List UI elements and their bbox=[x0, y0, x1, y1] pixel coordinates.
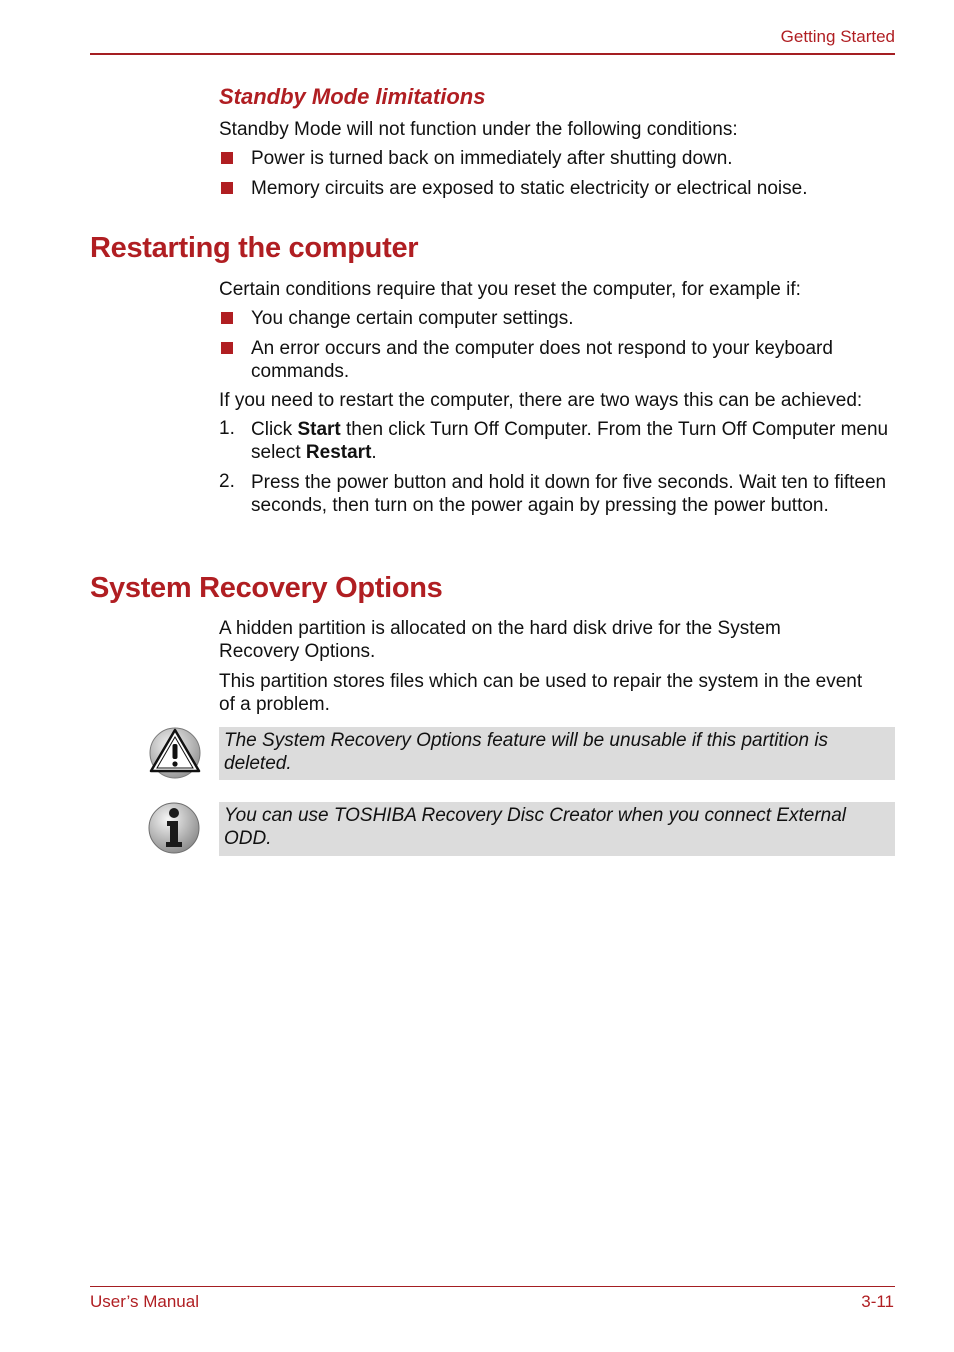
running-header: Getting Started bbox=[780, 27, 895, 46]
restart-step-1: Click Start then click Turn Off Computer. From the Turn Off Computer menu select Restart. bbox=[251, 419, 889, 463]
bullet-marker bbox=[221, 342, 233, 354]
footer-rule bbox=[90, 1286, 895, 1287]
bullet-marker bbox=[221, 152, 233, 164]
recovery-heading: System Recovery Options bbox=[90, 572, 443, 604]
recovery-para-2: This partition stores files which can be used to repair the system in the event of a problem. bbox=[219, 671, 863, 715]
standby-bullet-2: Memory circuits are exposed to static electricity or electrical noise. bbox=[251, 178, 808, 199]
info-icon bbox=[147, 801, 201, 855]
footer-manual: User’s Manual bbox=[90, 1292, 199, 1311]
restart-intro: Certain conditions require that you reset the computer, for example if: bbox=[219, 279, 801, 300]
restart-bullet-2: An error occurs and the computer does not respond to your keyboard commands. bbox=[251, 338, 833, 382]
bullet-marker bbox=[221, 312, 233, 324]
info-note bbox=[219, 802, 895, 856]
restart-heading: Restarting the computer bbox=[90, 232, 419, 264]
restart-ways-intro: If you need to restart the computer, there are two ways this can be achieved: bbox=[219, 390, 863, 411]
standby-heading: Standby Mode limitations bbox=[219, 84, 486, 109]
page-number: 3-11 bbox=[861, 1292, 894, 1311]
step-number: 1. bbox=[219, 418, 235, 439]
caution-note-text: The System Recovery Options feature will be unusable if this partition is deleted. bbox=[224, 730, 829, 774]
warning-triangle-icon bbox=[147, 726, 203, 780]
restart-step-2: Press the power button and hold it down for five seconds. Wait ten to fifteen seconds, then turn on the power again by pressing the power button. bbox=[251, 472, 887, 516]
standby-bullet-1: Power is turned back on immediately after shutting down. bbox=[251, 148, 733, 169]
step-number: 2. bbox=[219, 471, 235, 492]
recovery-para-1: A hidden partition is allocated on the hard disk drive for the System Recovery Options. bbox=[219, 618, 781, 662]
header-rule bbox=[90, 53, 895, 55]
standby-intro: Standby Mode will not function under the following conditions: bbox=[219, 119, 738, 140]
restart-bullet-1: You change certain computer settings. bbox=[251, 308, 574, 329]
caution-note bbox=[219, 727, 895, 780]
bullet-marker bbox=[221, 182, 233, 194]
info-note-text: You can use TOSHIBA Recovery Disc Creator when you connect External ODD. bbox=[224, 805, 847, 849]
